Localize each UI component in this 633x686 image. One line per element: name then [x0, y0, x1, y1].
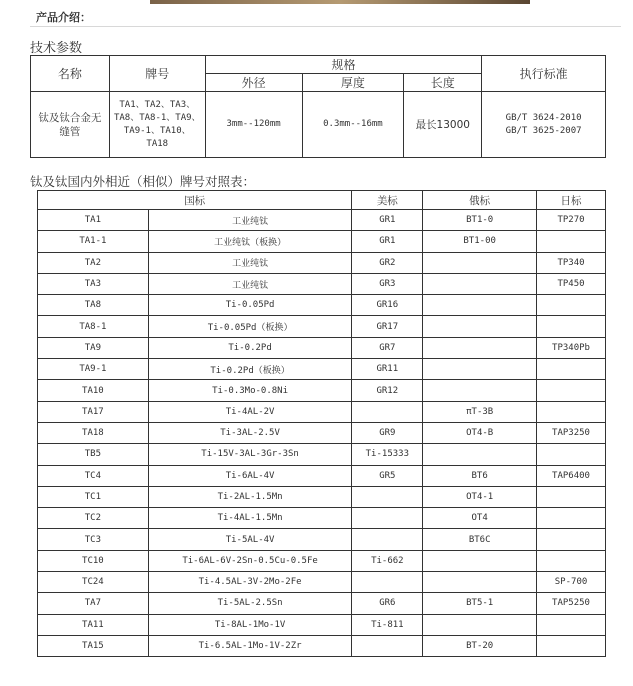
- us-grade-cell: GR16: [352, 295, 423, 316]
- ru-grade-cell: BT1-0: [423, 210, 537, 231]
- us-grade-cell: GR5: [352, 465, 423, 486]
- gb-composition-cell: Ti-15V-3AL-3Gr-3Sn: [148, 444, 352, 465]
- jp-grade-cell: [537, 380, 606, 401]
- gb-grade-cell: TA3: [38, 273, 149, 294]
- intro-label: 产品介绍：: [36, 11, 91, 24]
- ru-grade-cell: OT4: [423, 508, 537, 529]
- table-row: [38, 486, 606, 507]
- table-row: [38, 231, 606, 252]
- gb-composition-cell: Ti-6.5AL-1Mo-1V-2Zr: [148, 635, 352, 656]
- ru-grade-cell: [423, 359, 537, 380]
- spec-header-thickness: 厚度: [302, 74, 404, 92]
- jp-grade-cell: [537, 231, 606, 252]
- gb-grade-cell: TA2: [38, 252, 149, 273]
- jp-grade-cell: [537, 444, 606, 465]
- gb-composition-cell: Ti-8AL-1Mo-1V: [148, 614, 352, 635]
- us-grade-cell: [352, 572, 423, 593]
- spec-header-grade: 牌号: [109, 56, 205, 92]
- table-row: [38, 465, 606, 486]
- gb-composition-cell: Ti-5AL-2.5Sn: [148, 593, 352, 614]
- table-row: [38, 550, 606, 571]
- gb-composition-cell: Ti-0.05Pd: [148, 295, 352, 316]
- jp-grade-cell: [537, 529, 606, 550]
- us-grade-cell: GR2: [352, 252, 423, 273]
- jp-grade-cell: TAP5250: [537, 593, 606, 614]
- table-row: [38, 635, 606, 656]
- table-row: [38, 252, 606, 273]
- gb-grade-cell: TC3: [38, 529, 149, 550]
- jp-grade-cell: [537, 635, 606, 656]
- comp-header-us: 美标: [352, 191, 423, 210]
- table-row: [38, 422, 606, 443]
- spec-standard-cell: [482, 92, 606, 158]
- ru-grade-cell: [423, 380, 537, 401]
- jp-grade-cell: [537, 614, 606, 635]
- gb-grade-cell: TA8: [38, 295, 149, 316]
- gb-composition-cell: Ti-2AL-1.5Mn: [148, 486, 352, 507]
- ru-grade-cell: [423, 316, 537, 337]
- ru-grade-cell: BT5-1: [423, 593, 537, 614]
- spec-header-length: 长度: [404, 74, 482, 92]
- table-row: [38, 401, 606, 422]
- us-grade-cell: GR6: [352, 593, 423, 614]
- jp-grade-cell: [537, 401, 606, 422]
- gb-composition-cell: Ti-0.05Pd（板换）: [148, 316, 352, 337]
- gb-grade-cell: TA1: [38, 210, 149, 231]
- us-grade-cell: GR1: [352, 210, 423, 231]
- us-grade-cell: GR7: [352, 337, 423, 358]
- gb-composition-cell: Ti-3AL-2.5V: [148, 422, 352, 443]
- spec-standard-1: GB/T 3624-2010: [505, 112, 582, 123]
- gb-composition-cell: 工业纯钛（板换）: [148, 231, 352, 252]
- jp-grade-cell: TP450: [537, 273, 606, 294]
- gb-composition-cell: 工业纯钛: [148, 210, 352, 231]
- table-row: [38, 444, 606, 465]
- jp-grade-cell: [537, 359, 606, 380]
- gb-grade-cell: TC24: [38, 572, 149, 593]
- spec-name-cell: 钛及钛合金无缝管: [31, 92, 110, 158]
- jp-grade-cell: [537, 295, 606, 316]
- gb-composition-cell: Ti-5AL-4V: [148, 529, 352, 550]
- table-row: [38, 529, 606, 550]
- ru-grade-cell: [423, 337, 537, 358]
- table-row: [38, 572, 606, 593]
- gb-grade-cell: TA17: [38, 401, 149, 422]
- ru-grade-cell: BT-20: [423, 635, 537, 656]
- gb-grade-cell: TA15: [38, 635, 149, 656]
- us-grade-cell: GR3: [352, 273, 423, 294]
- jp-grade-cell: TAP3250: [537, 422, 606, 443]
- ru-grade-cell: [423, 252, 537, 273]
- jp-grade-cell: TAP6400: [537, 465, 606, 486]
- gb-grade-cell: TA18: [38, 422, 149, 443]
- gb-grade-cell: TA1-1: [38, 231, 149, 252]
- gb-grade-cell: TC10: [38, 550, 149, 571]
- us-grade-cell: GR12: [352, 380, 423, 401]
- gb-grade-cell: TA11: [38, 614, 149, 635]
- comp-header-ru: 俄标: [423, 191, 537, 210]
- intro-header: [0, 0, 633, 28]
- gb-composition-cell: Ti-0.2Pd: [148, 337, 352, 358]
- table-row: [38, 508, 606, 529]
- ru-grade-cell: πT-3B: [423, 401, 537, 422]
- us-grade-cell: GR9: [352, 422, 423, 443]
- gb-composition-cell: 工业纯钛: [148, 273, 352, 294]
- table-row: [38, 337, 606, 358]
- spec-header-standard: 执行标准: [482, 56, 606, 92]
- spec-standard-2: GB/T 3625-2007: [505, 125, 582, 136]
- jp-grade-cell: TP340: [537, 252, 606, 273]
- jp-grade-cell: [537, 486, 606, 507]
- us-grade-cell: Ti-662: [352, 550, 423, 571]
- table-row: [38, 210, 606, 231]
- gb-composition-cell: Ti-4.5AL-3V-2Mo-2Fe: [148, 572, 352, 593]
- us-grade-cell: Ti-15333: [352, 444, 423, 465]
- divider: [30, 26, 621, 27]
- table-row: [38, 614, 606, 635]
- gb-grade-cell: TC2: [38, 508, 149, 529]
- jp-grade-cell: SP-700: [537, 572, 606, 593]
- jp-grade-cell: [537, 550, 606, 571]
- spec-table: [30, 55, 606, 158]
- us-grade-cell: [352, 401, 423, 422]
- table-row: [38, 273, 606, 294]
- us-grade-cell: GR1: [352, 231, 423, 252]
- us-grade-cell: [352, 635, 423, 656]
- gb-composition-cell: Ti-0.3Mo-0.8Ni: [148, 380, 352, 401]
- spec-od-cell: 3mm--120mm: [205, 92, 302, 158]
- gb-grade-cell: TB5: [38, 444, 149, 465]
- gb-composition-cell: Ti-4AL-1.5Mn: [148, 508, 352, 529]
- ru-grade-cell: [423, 444, 537, 465]
- gb-composition-cell: Ti-4AL-2V: [148, 401, 352, 422]
- gb-grade-cell: TA9-1: [38, 359, 149, 380]
- table-row: [38, 316, 606, 337]
- ru-grade-cell: [423, 614, 537, 635]
- gb-grade-cell: TC4: [38, 465, 149, 486]
- grade-comparison-table: [37, 190, 606, 657]
- ru-grade-cell: [423, 273, 537, 294]
- ru-grade-cell: BT6: [423, 465, 537, 486]
- ru-grade-cell: [423, 550, 537, 571]
- us-grade-cell: [352, 486, 423, 507]
- comp-header-gb: 国标: [38, 191, 352, 210]
- gb-grade-cell: TA10: [38, 380, 149, 401]
- spec-thickness-cell: 0.3mm--16mm: [302, 92, 404, 158]
- gb-grade-cell: TC1: [38, 486, 149, 507]
- spec-header-od: 外径: [205, 74, 302, 92]
- jp-grade-cell: [537, 508, 606, 529]
- gb-composition-cell: Ti-0.2Pd（板换）: [148, 359, 352, 380]
- ru-grade-cell: BT1-00: [423, 231, 537, 252]
- section-title-tech-params: 技术参数: [30, 41, 83, 56]
- ru-grade-cell: [423, 295, 537, 316]
- comp-table-body: [38, 210, 606, 657]
- gb-composition-cell: 工业纯钛: [148, 252, 352, 273]
- jp-grade-cell: [537, 316, 606, 337]
- ru-grade-cell: OT4-1: [423, 486, 537, 507]
- gb-grade-cell: TA9: [38, 337, 149, 358]
- gb-grade-cell: TA7: [38, 593, 149, 614]
- banner-image-edge: [150, 0, 530, 4]
- table-row: [38, 295, 606, 316]
- jp-grade-cell: TP270: [537, 210, 606, 231]
- gb-composition-cell: Ti-6AL-6V-2Sn-0.5Cu-0.5Fe: [148, 550, 352, 571]
- spec-length-cell: 最长13000: [404, 92, 482, 158]
- us-grade-cell: [352, 508, 423, 529]
- ru-grade-cell: BT6C: [423, 529, 537, 550]
- table-row: [38, 593, 606, 614]
- spec-header-spec: 规格: [205, 56, 482, 74]
- spec-grades-cell: TA1、TA2、TA3、TA8、TA8-1、TA9、TA9-1、TA10、TA18: [109, 92, 205, 158]
- ru-grade-cell: [423, 572, 537, 593]
- gb-grade-cell: TA8-1: [38, 316, 149, 337]
- us-grade-cell: Ti-811: [352, 614, 423, 635]
- comp-header-jp: 日标: [537, 191, 606, 210]
- ru-grade-cell: OT4-B: [423, 422, 537, 443]
- us-grade-cell: GR11: [352, 359, 423, 380]
- jp-grade-cell: TP340Pb: [537, 337, 606, 358]
- us-grade-cell: GR17: [352, 316, 423, 337]
- spec-header-name: 名称: [31, 56, 110, 92]
- section-title-comparison: 钛及钛国内外相近（相似）牌号对照表：: [30, 174, 256, 189]
- us-grade-cell: [352, 529, 423, 550]
- gb-composition-cell: Ti-6AL-4V: [148, 465, 352, 486]
- table-row: [38, 380, 606, 401]
- table-row: [38, 359, 606, 380]
